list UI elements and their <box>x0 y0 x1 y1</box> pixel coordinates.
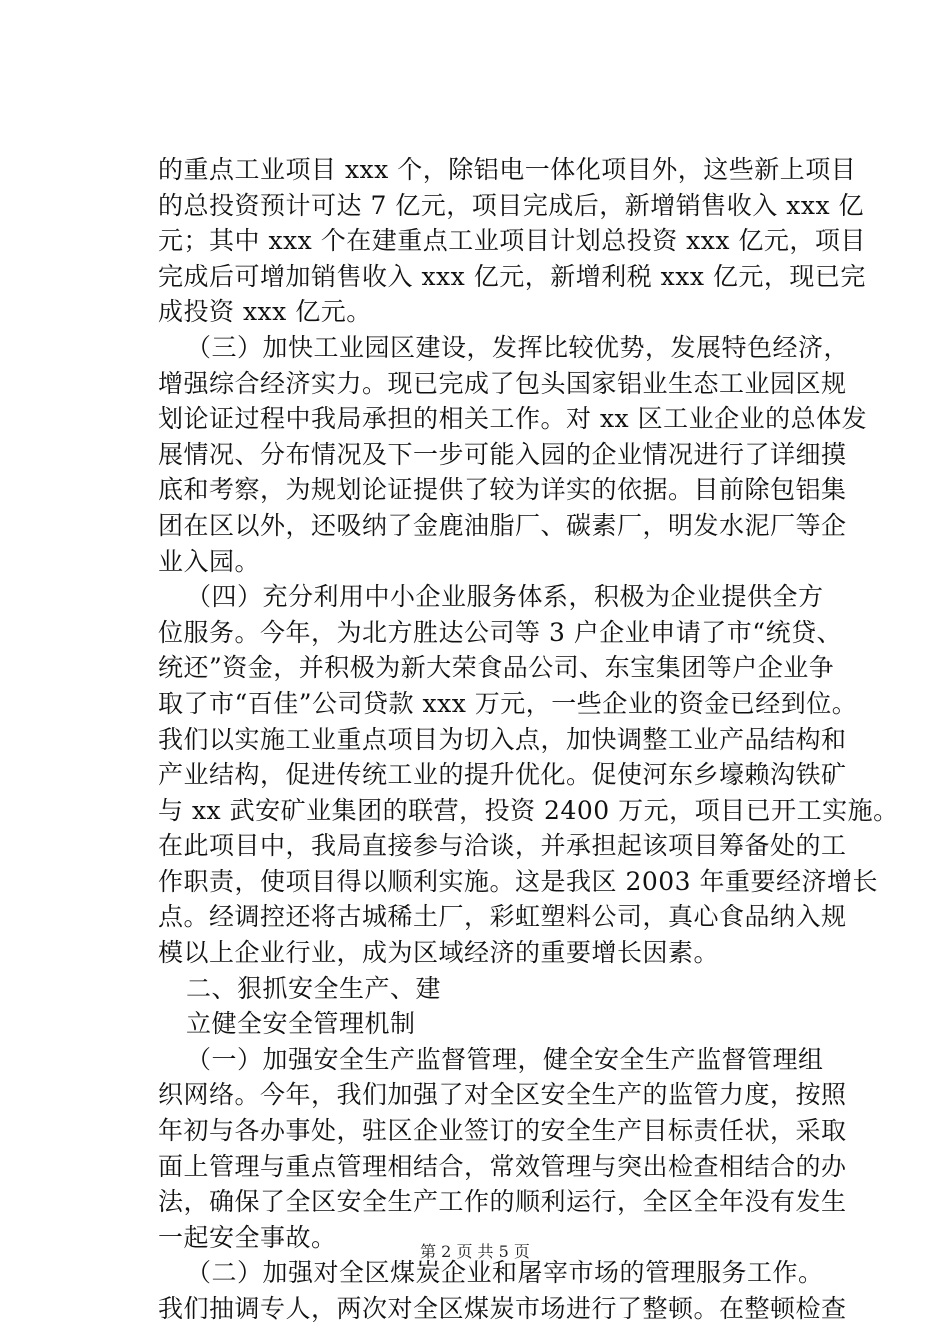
paragraph-start-line: （四）充分利用中小企业服务体系，积极为企业提供全方 <box>186 582 824 612</box>
text-line: 位服务。今年，为北方胜达公司等 3 户企业申请了市“统贷、 <box>158 617 843 647</box>
text-line: 年初与各办事处，驻区企业签订的安全生产目标责任状，采取 <box>158 1116 847 1146</box>
page-footer: 第 2 页 共 5 页 <box>420 1242 530 1261</box>
text-line: 模以上企业行业，成为区域经济的重要增长因素。 <box>158 938 720 968</box>
text-line: 底和考察，为规划论证提供了较为详实的依据。目前除包铝集 <box>158 475 847 505</box>
text-line: 划论证过程中我局承担的相关工作。对 xx 区工业企业的总体发 <box>158 404 868 434</box>
paragraph-start-line: （一）加强安全生产监督管理，健全安全生产监督管理组 <box>186 1044 824 1074</box>
text-line: 一起安全事故。 <box>158 1222 337 1252</box>
text-line: 产业结构，促进传统工业的提升优化。促使河东乡壕赖沟铁矿 <box>158 760 847 790</box>
section-heading-line: 二、狠抓安全生产、建 <box>186 973 442 1003</box>
text-line: 点。经调控还将古城稀土厂，彩虹塑料公司，真心食品纳入规 <box>158 902 847 932</box>
text-line: 与 xx 武安矿业集团的联营，投资 2400 万元，项目已开工实施。 <box>158 795 899 825</box>
text-line: 统还”资金，并积极为新大荣食品公司、东宝集团等户企业争 <box>158 653 835 683</box>
text-line: 团在区以外，还吸纳了金鹿油脂厂、碳素厂，明发水泥厂等企 <box>158 510 847 540</box>
text-line: 面上管理与重点管理相结合，常效管理与突出检查相结合的办 <box>158 1151 847 1181</box>
text-line: 展情况、分布情况及下一步可能入园的企业情况进行了详细摸 <box>158 439 847 469</box>
text-line: 在此项目中，我局直接参与洽谈，并承担起该项目筹备处的工 <box>158 831 847 861</box>
section-heading-line: 立健全安全管理机制 <box>186 1009 416 1039</box>
text-line: 完成后可增加销售收入 xxx 亿元，新增利税 xxx 亿元，现已完 <box>158 261 866 291</box>
text-line: 法，确保了全区安全生产工作的顺利运行，全区全年没有发生 <box>158 1187 847 1217</box>
paragraph-start-line: （三）加快工业园区建设，发挥比较优势，发展特色经济， <box>186 332 850 362</box>
document-body <box>158 152 899 1327</box>
text-line: 业入园。 <box>158 546 261 576</box>
text-line: 取了市“百佳”公司贷款 xxx 万元，一些企业的资金已经到位。 <box>158 688 858 718</box>
paragraph-start-line: （二）加强对全区煤炭企业和屠宰市场的管理服务工作。 <box>186 1258 824 1288</box>
text-line: 成投资 xxx 亿元。 <box>158 297 372 327</box>
text-line: 我们抽调专人，两次对全区煤炭市场进行了整顿。在整顿检查 <box>158 1294 847 1323</box>
text-line: 元；其中 xxx 个在建重点工业项目计划总投资 xxx 亿元，项目 <box>158 226 866 256</box>
text-line: 增强综合经济实力。现已完成了包头国家铝业生态工业园区规 <box>158 368 847 398</box>
text-line: 作职责，使项目得以顺利实施。这是我区 2003 年重要经济增长 <box>158 866 879 896</box>
text-line: 的总投资预计可达 7 亿元，项目完成后，新增销售收入 xxx 亿 <box>158 190 864 220</box>
text-line: 织网络。今年，我们加强了对全区安全生产的监管力度，按照 <box>158 1080 847 1110</box>
text-line: 的重点工业项目 xxx 个，除铝电一体化项目外，这些新上项目 <box>158 155 857 184</box>
text-line: 我们以实施工业重点项目为切入点，加快调整工业产品结构和 <box>158 724 847 754</box>
